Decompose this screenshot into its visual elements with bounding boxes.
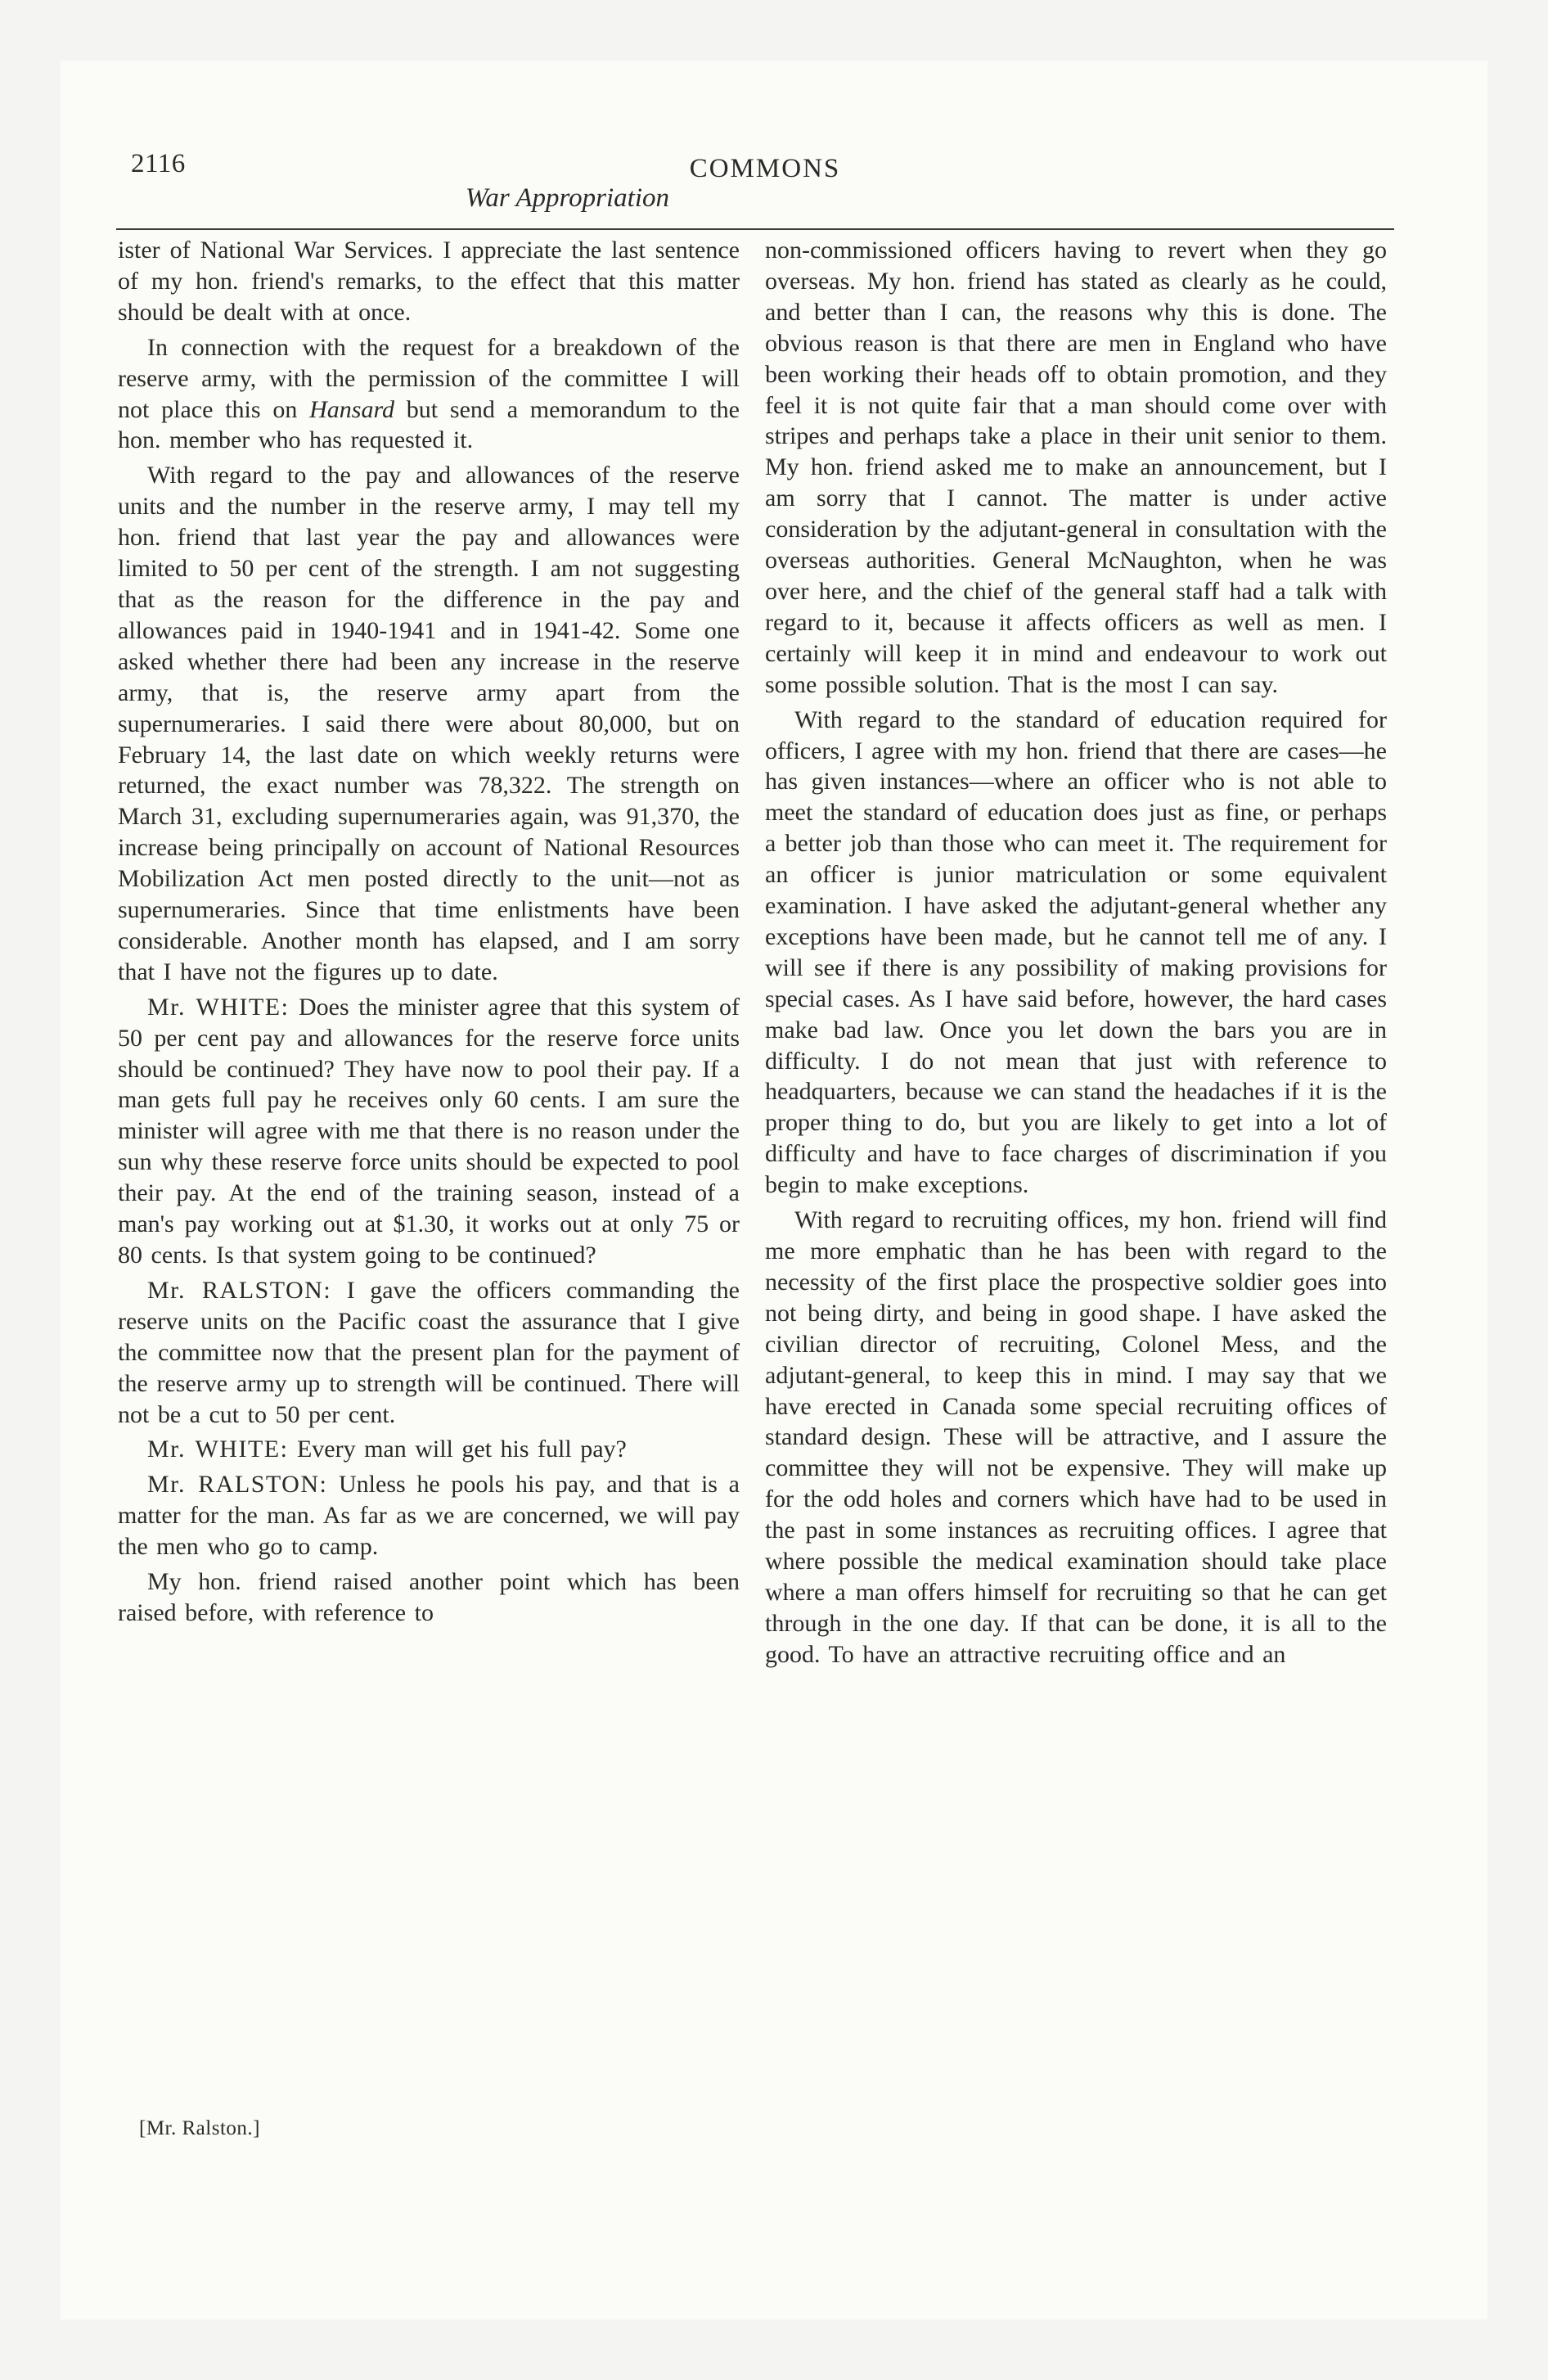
page-number: 2116 [131,149,186,178]
paragraph [118,332,740,457]
speech-text: Unless he pools his pay, and that is a matter for the man. As far as we are concerned, we will pay the men who go to camp. [118,1471,740,1561]
italic-term: Hansard [309,395,395,423]
speech-paragraph [118,1434,740,1465]
paragraph: With regard to recruiting offices, my hon. friend will find me more emphatic than he has been with regard to the necessity of the first place the prospective soldier goes into not being dirty, and being in good shape. I have asked the civilian director of recruiting, Colonel Mess, and the adjutant-general, to keep this in mind. I may say that we have erected in Canada some special recruiting offices of standard design. These will be attractive, and I assure the committee they will not be expensive. They will make up for the odd holes and corners which have had to be used in the past in some instances as recruiting offices. I agree that where possible the medical examination should take place where a man offers himself for recruiting so that he can get through in the one day. If that can be done, it is all to the good. To have an attractive recruiting office and an [765,1206,1387,1668]
paragraph: non-commissioned officers having to revert when they go overseas. My hon. friend has stated as clearly as he could, and better than I can, the reasons why this is done. The obvious reason is that there are men in England who have been working their heads off to obtain promotion, and they feel it is not quite fair that a man should come over with stripes and perhaps take a place in their unit senior to them. My hon. friend asked me to make an announcement, but I am sorry that I cannot. The matter is under active consideration by the adjutant-general in consultation with the overseas authorities. General McNaughton, when he was over here, and the chief of the general staff had a talk with regard to it, because it affects officers as well as men. I certainly will keep it in mind and endeavour to work out some possible solution. That is the most I can say. [765,237,1387,698]
page-header [131,149,1399,239]
section-title: War Appropriation [465,183,669,213]
left-column [118,235,740,1633]
speech-paragraph [118,992,740,1271]
header-rule [116,228,1394,230]
speaker-name: Mr. RALSTON: [147,1276,332,1304]
paragraph-text: but send a memorandum to the hon. member who has requested it. [118,395,740,454]
paragraph: My hon. friend raised another point which has been raised before, with reference to [118,1568,740,1626]
speaker-name: Mr. WHITE: [147,1436,289,1463]
speaker-footnote: [Mr. Ralston.] [139,2117,260,2139]
speech-text: I gave the officers commanding the reserve units on the Pacific coast the assurance that I give the committee now that the present plan for the payment of the reserve army up to strength will be continued. There will not be a cut to 50 per cent. [118,1276,740,1428]
speech-paragraph [118,1275,740,1431]
paragraph: With regard to the pay and allowances of the reserve units and the number in the reserve army, I may tell my hon. friend that last year the pay and allowances were limited to 50 per cent of the strength. I am not suggesting that as the reason for the difference in the pay and allowances paid in 1940-1941 and in 1941-42. Some one asked whether there had been any increase in the reserve army, that is, the reserve army apart from the supernumeraries. I said there were about 80,000, but on February 14, the last date on which weekly returns were returned, the exact number was 78,322. The strength on March 31, excluding supernumeraries again, was 91,370, the increase being principally on account of National Resources Mobilization Act men posted directly to the unit—not as supernumeraries. Since that time enlistments have been considerable. Another month has elapsed, and I am sorry that I have not the figures up to date. [118,462,740,985]
speaker-name: Mr. RALSTON: [147,1471,328,1499]
speech-text: Every man will get his full pay? [288,1436,627,1463]
speaker-name: Mr. WHITE: [147,993,290,1021]
speech-paragraph [118,1469,740,1562]
speech-text: Does the minister agree that this system of 50 per cent pay and allowances for the reserve force units should be continued? They have now to pool their pay. If a man gets full pay he receives only 60 cents. I am sure the minister will agree with me that there is no reason under the sun why these reserve force units should be expected to pool their pay. At the end of the training season, instead of a man's pay working out at $1.30, it works out at only 75 or 80 cents. Is that system going to be continued? [118,993,740,1269]
paragraph: ister of National War Services. I appreciate the last sentence of my hon. friend's remarks, to the effect that this matter should be dealt with at once. [118,237,740,326]
paragraph: With regard to the standard of education required for officers, I agree with my hon. friend that there are cases—he has given instances—where an officer who is not able to meet the standard of education does just as fine, or perhaps a better job than those who can meet it. The requirement for an officer is junior matriculation or some equivalent examination. I have asked the adjutant-general whether any exceptions have been made, but he cannot tell me of any. I will see if there is any possibility of making provisions for special cases. As I have said before, however, the hard cases make bad law. Once you let down the bars you are in difficulty. I do not mean that just with reference to headquarters, because we can stand the headaches if it is the proper thing to do, but you are likely to get into a lot of difficulty and have to face charges of discrimination if you begin to make exceptions. [765,705,1387,1199]
paragraph-text: In connection with the request for a breakdown of the reserve army, with the permission of the committee I will not place this on [118,333,740,423]
right-column [765,235,1387,1675]
chamber-title: COMMONS [689,154,841,183]
